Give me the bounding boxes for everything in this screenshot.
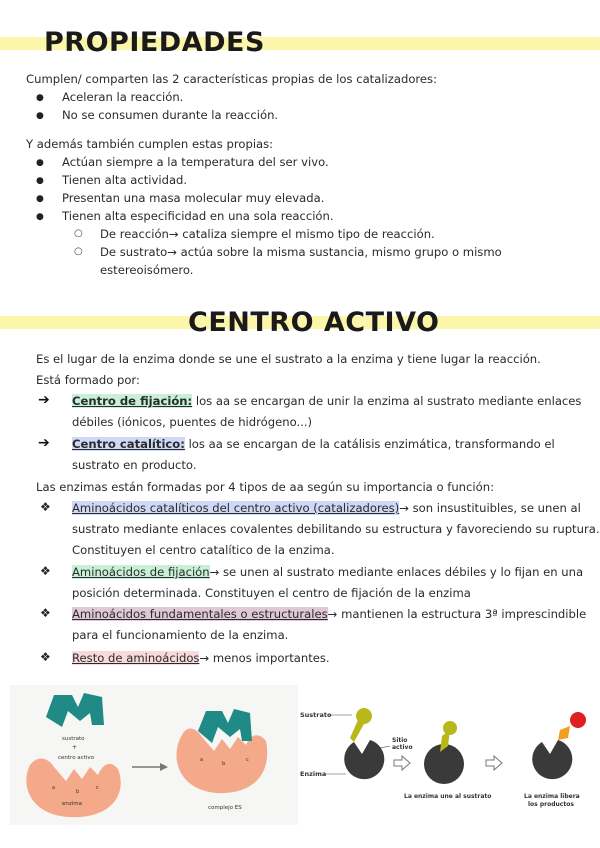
type-text: → se unen al sustrato mediante enlaces débiles y lo fijan en una xyxy=(209,565,584,579)
section-title-propiedades: PROPIEDADES xyxy=(44,27,265,58)
product-red xyxy=(570,712,586,728)
label-enzima-right: Enzima xyxy=(300,770,327,778)
list-item: Tienen alta actividad. xyxy=(62,173,188,187)
enzyme-1 xyxy=(344,740,384,779)
label-sitio: Sitio xyxy=(392,737,408,744)
term-aa-cataliticos: Aminoácidos catalíticos del centro activo (catalizadores) xyxy=(72,501,400,515)
diamond-bullet: ❖ xyxy=(40,650,51,664)
arrow-head xyxy=(160,763,168,771)
type-text: → son insustituibles, se unen al xyxy=(399,501,581,515)
active-site-svg xyxy=(298,690,596,820)
caption-2a: La enzima libera xyxy=(524,793,580,800)
active-site-diagram xyxy=(298,690,596,820)
bullet: ● xyxy=(36,176,44,186)
list-item: Tienen alta especificidad en una sola reacción. xyxy=(62,209,334,223)
diamond-bullet: ❖ xyxy=(40,606,51,620)
part-line xyxy=(72,393,581,410)
part-text: los aa se encargan de unir la enzima al sustrato mediante enlaces xyxy=(192,394,582,408)
label-b: b xyxy=(222,761,226,767)
term-aa-fijacion: Aminoácidos de fijación xyxy=(72,565,210,579)
part-line xyxy=(72,436,555,453)
sub-list-item-continued: estereoisómero. xyxy=(100,263,194,277)
enzyme-substrate-diagram xyxy=(10,685,298,825)
label-sustrato: sustrato xyxy=(62,736,85,742)
label-c: c xyxy=(246,757,249,763)
type-line-continued: para el funcionamiento de la enzima. xyxy=(72,628,289,642)
list-item: Aceleran la reacción. xyxy=(62,90,184,104)
label-complejo: complejo ES xyxy=(208,805,242,811)
intro-text: Cumplen/ comparten las 2 características propias de los catalizadores: xyxy=(26,72,438,86)
type-text: → mantienen la estructura 3ª imprescindible xyxy=(327,607,587,621)
bullet: ● xyxy=(36,194,44,204)
label-c: c xyxy=(96,785,99,791)
complex-substrate-shape xyxy=(198,709,252,743)
type-line xyxy=(72,500,581,517)
label-enzima: enzima xyxy=(62,801,83,807)
enzyme-2 xyxy=(424,744,464,784)
enzyme-shape xyxy=(26,759,120,818)
product-orange xyxy=(558,726,570,740)
part-line-continued: débiles (iónicos, puentes de hidrógeno...) xyxy=(72,415,313,429)
caption-2b: los productos xyxy=(528,801,574,808)
type-text: → menos importantes. xyxy=(199,651,330,665)
diamond-bullet: ❖ xyxy=(40,564,51,578)
term-centro-fijacion: Centro de fijación: xyxy=(72,394,193,408)
list-item: Presentan una masa molecular muy elevada. xyxy=(62,191,325,205)
also-intro-text: Y además también cumplen estas propias: xyxy=(26,137,274,151)
sub-list-item: De sustrato→ actúa sobre la misma sustancia, mismo grupo o mismo xyxy=(100,245,502,259)
definition-text: Es el lugar de la enzima donde se une el sustrato a la enzima y tiene lugar la reacción. xyxy=(36,352,541,366)
substrate-shape xyxy=(46,693,104,727)
type-line-continued: Constituyen el centro catalítico de la enzima. xyxy=(72,543,335,557)
label-a: a xyxy=(52,785,56,791)
label-b: b xyxy=(76,789,80,795)
label-plus: + xyxy=(72,744,78,751)
bullet: ● xyxy=(36,111,44,121)
bullet: ● xyxy=(36,212,44,222)
formed-by-text: Está formado por: xyxy=(36,373,140,387)
term-aa-estructurales: Aminoácidos fundamentales o estructurales xyxy=(72,607,328,621)
term-resto-aa: Resto de aminoácidos xyxy=(72,651,200,665)
diamond-bullet: ❖ xyxy=(40,500,51,514)
part-text: los aa se encargan de la catálisis enzimática, transformando el xyxy=(184,437,555,451)
type-line-continued: posición determinada. Constituyen el centro de fijación de la enzima xyxy=(72,586,471,600)
label-centro-activo: centro activo xyxy=(58,755,95,761)
term-centro-catalitico: Centro catalítico: xyxy=(72,437,185,451)
bullet: ● xyxy=(36,158,44,168)
bullet: ● xyxy=(36,93,44,103)
enzyme-diagram-svg xyxy=(10,685,298,825)
type-line xyxy=(72,650,330,667)
sub-bullet: ○ xyxy=(74,246,83,257)
label-sustrato-right: Sustrato xyxy=(300,711,332,719)
list-item: No se consumen durante la reacción. xyxy=(62,108,279,122)
part-line-continued: sustrato en producto. xyxy=(72,458,197,472)
type-line-continued: sustrato mediante enlaces covalentes debilitando su estructura y favoreciendo su ruptura. xyxy=(72,522,600,536)
label-activo: activo xyxy=(392,744,413,751)
types-intro-text: Las enzimas están formadas por 4 tipos de aa según su importancia o función: xyxy=(36,480,494,494)
type-line xyxy=(72,564,583,581)
arrow-bullet: ➔ xyxy=(38,392,50,408)
arrow-bullet: ➔ xyxy=(38,435,50,451)
list-item: Actúan siempre a la temperatura del ser vivo. xyxy=(62,155,329,169)
type-line xyxy=(72,606,586,623)
section-title-centro-activo: CENTRO ACTIVO xyxy=(188,307,440,338)
caption-1: La enzima une al sustrato xyxy=(404,793,492,800)
label-a: a xyxy=(200,757,204,763)
sub-list-item: De reacción→ cataliza siempre el mismo tipo de reacción. xyxy=(100,227,435,241)
enzyme-3 xyxy=(532,740,572,779)
sub-bullet: ○ xyxy=(74,228,83,239)
